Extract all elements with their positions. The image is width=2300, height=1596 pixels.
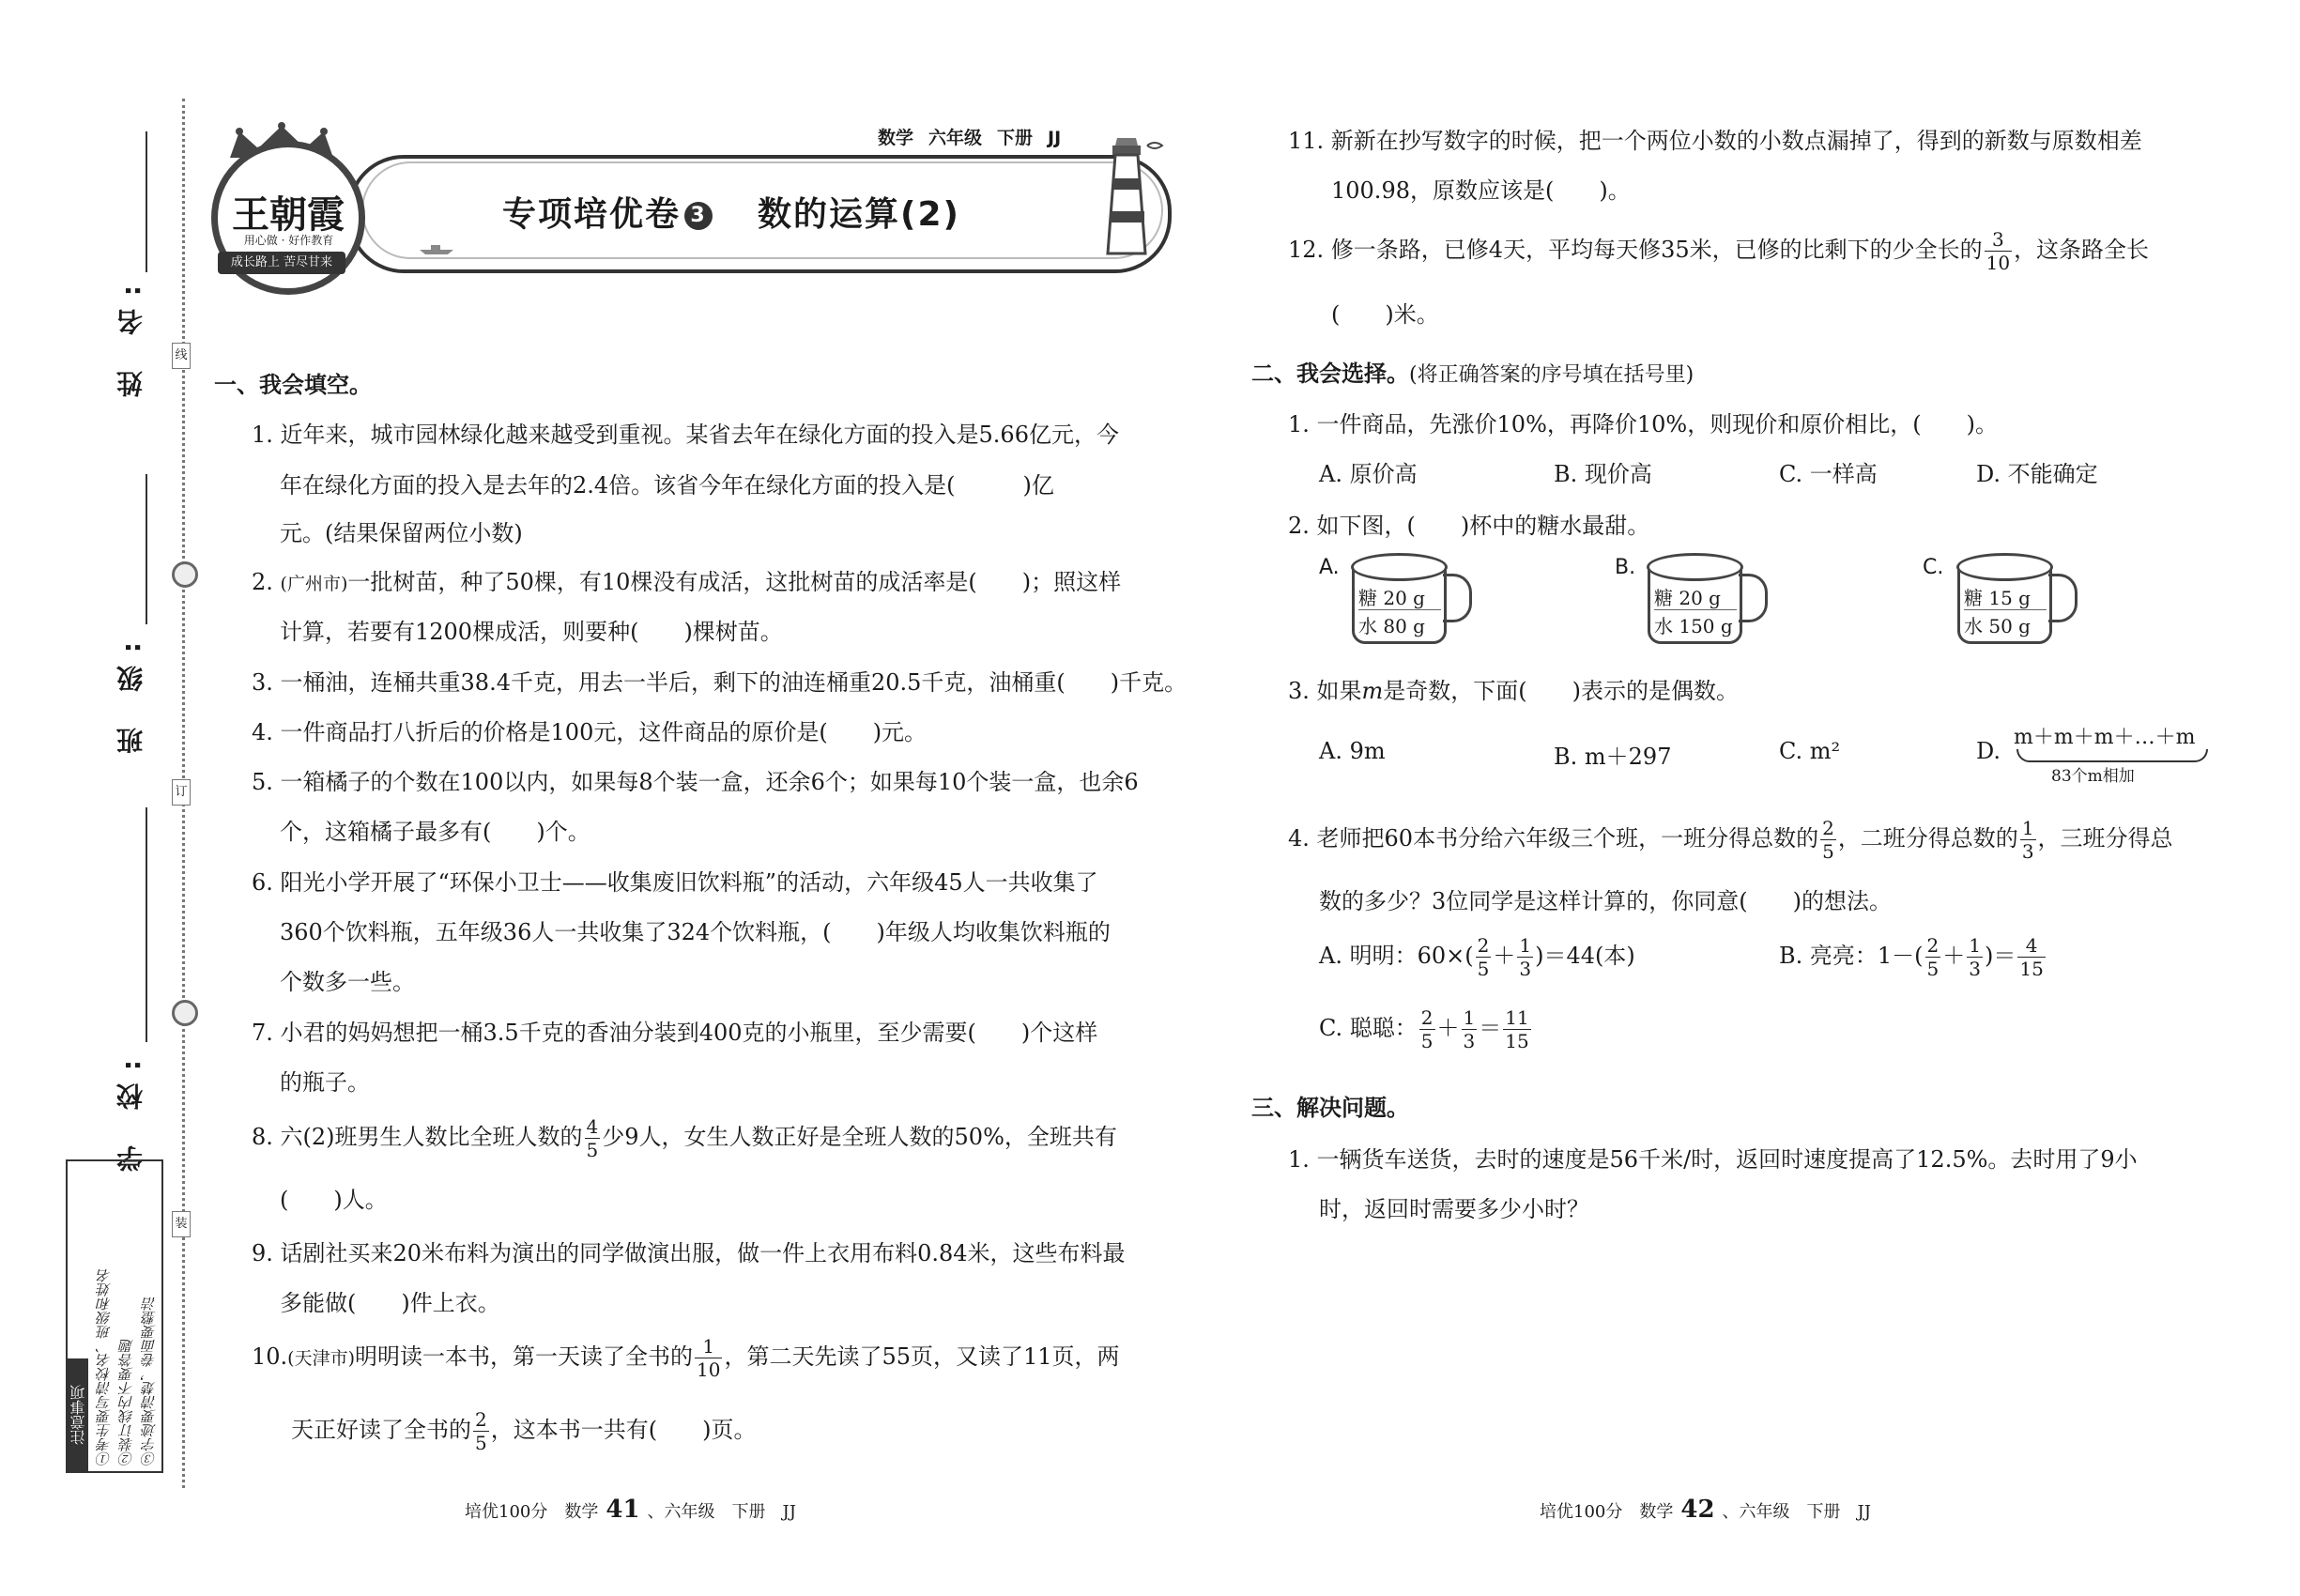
c1-option-b: B. 现价高 [1554, 461, 1652, 487]
school-label: 学 校: [115, 1047, 146, 1172]
c4-option-a: A. 明明：60×( $\frac{2}{5}$ ＋ $\frac{1}{3}$ )＝44(本) [1319, 934, 1635, 980]
notice-item-2: ②装订线内不要答题 [118, 1339, 135, 1466]
title-badge: 3 [684, 202, 713, 230]
notice-head: 注意事项 [68, 1358, 88, 1471]
c3-option-d-label: D. [1976, 738, 2001, 764]
q11-line-2: 100.98，原数应该是( )。 [1331, 177, 1631, 204]
q12-line-1: 12. 修一条路，已修4天，平均每天修35米，已修的比剩下的少全长的 $\frac{3}{10}$ ，这条路全长 [1288, 228, 2150, 274]
section-2-heading: 二、我会选择。(将正确答案的序号填在括号里) [1251, 361, 1694, 387]
q11-line-1: 11. 新新在抄写数字的时候，把一个两位小数的小数点漏掉了，得到的新数与原数相差 [1288, 128, 2142, 154]
fraction: $\frac{2}{5}$ [1822, 817, 1834, 863]
brace-icon [2016, 749, 2208, 762]
q9-line-2: 多能做( )件上衣。 [280, 1290, 500, 1316]
q4-line: 4. 一件商品打八折后的价格是100元，这件商品的原价是( )元。 [252, 719, 928, 745]
c4-line-1: 4. 老师把60本书分给六年级三个班，一班分得总数的 $\frac{2}{5}$ ，二班分得总数的 $\frac{1}{3}$ ，三班分得总 [1288, 817, 2173, 863]
cup-a-label: A. [1319, 556, 1340, 579]
c1-option-c: C. 一样高 [1779, 461, 1878, 487]
c1-line: 1. 一件商品，先涨价10%，再降价10%，则现价和原价相比，( )。 [1288, 411, 1998, 437]
lighthouse-icon [1080, 127, 1173, 258]
cup-a: 糖 20 g 水 80 g [1352, 563, 1447, 644]
school-line [146, 807, 147, 1042]
binding-mark-3: 装 [172, 1211, 191, 1237]
q6-line-1: 6. 阳光小学开展了“环保小卫士——收集废旧饮料瓶”的活动，六年级45人一共收集了 [252, 869, 1098, 896]
q10-line-2: 天正好读了全书的 $\frac{2}{5}$ ，这本书一共有( )页。 [291, 1408, 757, 1454]
q10-line-1: 10.(天津市)明明读一本书，第一天读了全书的 $\frac{1}{10}$ ，第二天先读了55页，又读了11页，两 [252, 1335, 1120, 1381]
page-number: 41 [606, 1496, 640, 1524]
fraction: $\frac{2}{5}$ [475, 1408, 487, 1454]
p1-line-1: 1. 一辆货车送货，去时的速度是56千米/时，返回时速度提高了12.5%。去时用了9小 [1288, 1146, 2138, 1173]
c3-option-b: B. m＋297 [1554, 744, 1672, 770]
page-number: 42 [1680, 1496, 1715, 1524]
binding-mark-1: 线 [172, 343, 191, 369]
q1-line-2: 年在绿化方面的投入是去年的2.4倍。该省今年在绿化方面的投入是( )亿 [280, 472, 1054, 499]
fraction: $\frac{3}{10}$ [1986, 228, 2011, 274]
q2-line-1: 2. (广州市)一批树苗，种了50棵，有10棵没有成活，这批树苗的成活率是( )；照这样 [252, 569, 1122, 595]
q8-line-1: 8. 六(2)班男生人数比全班人数的 $\frac{4}{5}$ 少9人，女生人数正好是全班人数的50%，全班共有 [252, 1115, 1117, 1161]
c3-option-a: A. 9m [1319, 738, 1386, 764]
binding-mark-2: 订 [172, 779, 191, 806]
page-title: 专项培优卷 3 数的运算(2) [502, 195, 960, 234]
q6-line-2: 360个饮料瓶，五年级36人一共收集了324个饮料瓶，( )年级人均收集饮料瓶的 [280, 919, 1111, 945]
name-line [146, 131, 147, 272]
section-3-heading: 三、解决问题。 [1251, 1095, 1409, 1121]
notice-item-3: ③字迹要清楚，卷面要整洁 [141, 1297, 158, 1466]
c1-option-d: D. 不能确定 [1976, 461, 2098, 487]
cup-b: 糖 20 g 水 150 g [1648, 563, 1742, 644]
c3-option-c: C. m² [1779, 738, 1841, 764]
c4-option-b: B. 亮亮：1－( $\frac{2}{5}$ ＋ $\frac{1}{3}$ )＝ $\frac{4}{15}$ [1779, 934, 2044, 980]
q7-line-1: 7. 小君的妈妈想把一桶3.5千克的香油分装到400克的小瓶里，至少需要( )个这样 [252, 1020, 1098, 1046]
fraction: $\frac{1}{10}$ [697, 1335, 721, 1381]
footer-left: 培优100分 数学 41 、六年级 下册 JJ [465, 1496, 796, 1524]
q1-line-1: 1. 近年来，城市园林绿化越来越受到重视。某省去年在绿化方面的投入是5.66亿元，今 [252, 422, 1119, 448]
q3-line: 3. 一桶油，连桶共重38.4千克，用去一半后，剩下的油连桶重20.5千克，油桶重( )千克。 [252, 669, 1188, 696]
q6-line-3: 个数多一些。 [280, 969, 415, 995]
footer-right: 培优100分 数学 42 、六年级 下册 JJ [1540, 1496, 1871, 1524]
c3-line: 3. 如果m是奇数，下面( )表示的是偶数。 [1288, 678, 1740, 704]
class-line [146, 474, 147, 624]
ship-icon [418, 242, 455, 255]
c1-option-a: A. 原价高 [1319, 461, 1418, 487]
paper-clip-icon [172, 561, 198, 588]
q2-line-2: 计算，若要有1200棵成活，则要种( )棵树苗。 [280, 619, 783, 645]
q5-line-1: 5. 一箱橘子的个数在100以内，如果每8个装一盒，还余6个；如果每10个装一盒，也余6 [252, 769, 1139, 795]
notice-box [66, 1159, 163, 1473]
logo-ribbon: 成长路上 苦尽甘来 [218, 252, 345, 274]
c2-line: 2. 如下图，( )杯中的糖水最甜。 [1288, 513, 1650, 539]
c4-option-c: C. 聪聪： $\frac{2}{5}$ ＋ $\frac{1}{3}$ ＝ $\frac{11}{15}$ [1319, 1006, 1529, 1052]
c4-line-2: 数的多少？3位同学是这样计算的，你同意( )的想法。 [1319, 888, 1892, 914]
fraction: $\frac{1}{3}$ [2021, 817, 2034, 863]
section-1-heading: 一、我会填空。 [214, 372, 372, 398]
c3-option-d-expr: m＋m＋m＋…＋m [2014, 726, 2196, 749]
q7-line-2: 的瓶子。 [280, 1069, 370, 1096]
p1-line-2: 时，返回时需要多少小时？ [1319, 1196, 1589, 1222]
q12-line-2: ( )米。 [1331, 301, 1439, 328]
name-label: 姓 名: [115, 272, 146, 397]
cup-c-label: C. [1923, 556, 1944, 579]
cup-c: 糖 15 g 水 50 g [1957, 563, 2052, 644]
q5-line-2: 个，这箱橘子最多有( )个。 [280, 819, 590, 845]
header-tagline: 数学 六年级 下册 JJ [878, 128, 1062, 148]
cup-b-label: B. [1615, 556, 1636, 579]
notice-item-1: ①考生要写清校名、班级和姓名 [96, 1268, 113, 1466]
q9-line-1: 9. 话剧社买来20米布料为演出的同学做演出服，做一件上衣用布料0.84米，这些布料最 [252, 1240, 1126, 1266]
q1-line-3: 元。(结果保留两位小数) [280, 520, 523, 546]
paper-clip-icon [172, 1000, 198, 1026]
brand-logo: 王朝霞 用心做 · 好作教育 [211, 141, 365, 295]
q8-line-2: ( )人。 [280, 1187, 388, 1213]
fraction: $\frac{4}{5}$ [586, 1115, 599, 1161]
c3-option-d-under: 83个m相加 [2051, 767, 2135, 786]
class-label: 班 级: [115, 629, 146, 754]
